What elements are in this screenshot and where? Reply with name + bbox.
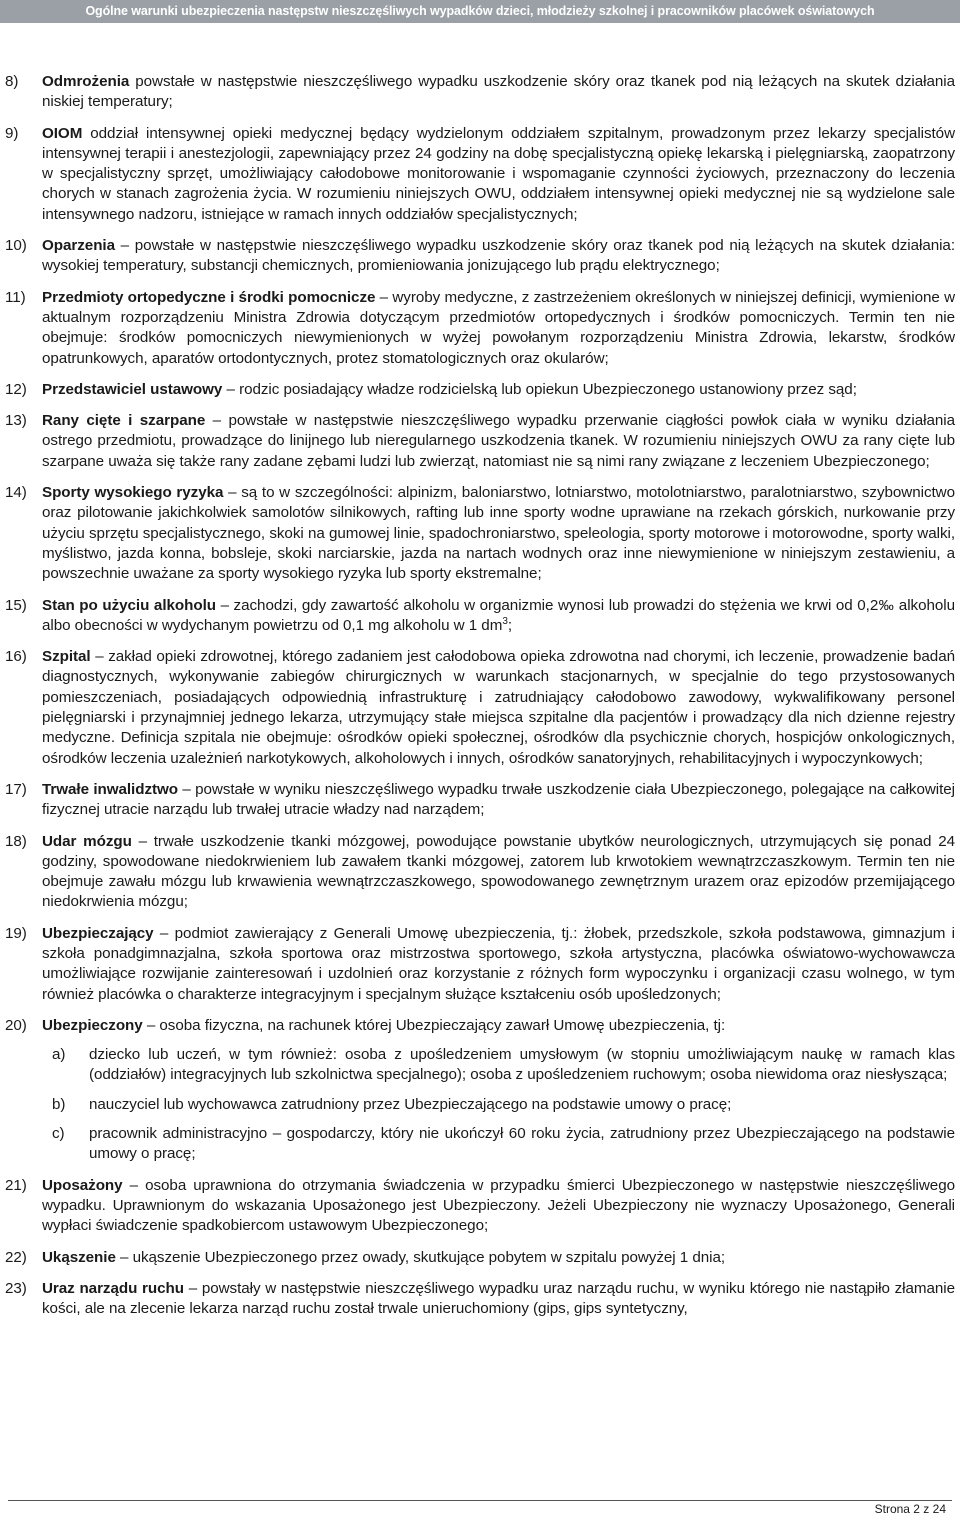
- sub-item-letter: a): [52, 1046, 66, 1064]
- definition-text: – powstały w następstwie nieszczęśliwego wypadku uraz narządu ruchu, w wyniku którego nie nastąpiło złamanie kości, ale na zlecenie lekarza narząd ruchu został trwale unieruchomiony (gips, gips syntetyczny,: [42, 1279, 956, 1318]
- definition-number: 9): [5, 124, 19, 142]
- definition-term: Trwałe inwalidztwo: [42, 780, 178, 798]
- sub-item: [42, 1045, 955, 1086]
- definition-term: Udar mózgu: [42, 832, 132, 850]
- definition-number: 19): [5, 924, 27, 942]
- definition-item: [5, 1248, 955, 1268]
- definition-item: [5, 72, 955, 113]
- superscript: 3: [502, 615, 508, 627]
- document-title: Ogólne warunki ubezpieczenia następstw nieszczęśliwych wypadków dzieci, młodzieży szkolnej i pracowników placówek oświatowych: [85, 4, 875, 18]
- sub-item: [42, 1124, 955, 1165]
- definition-item: [5, 380, 955, 400]
- definition-item: [5, 1279, 955, 1320]
- definition-item: [5, 124, 955, 225]
- definition-number: 16): [5, 648, 27, 666]
- definition-item: [5, 1176, 955, 1237]
- definition-text: – osoba uprawniona do otrzymania świadczenia w przypadku śmierci Ubezpieczonego w następstwie nieszczęśliwego wypadku. Uprawnionym do wskazania Uposażonego jest Ubezpieczony. Jeżeli Ubezpieczony nie wyznaczy Uposażonego, Generali wypłaci świadczenie spadkobiercom ustawowym Ubezpieczonego;: [42, 1176, 955, 1235]
- sub-item-letter: c): [52, 1125, 65, 1143]
- definition-number: 11): [5, 288, 26, 306]
- definition-term: Ubezpieczający: [42, 924, 154, 942]
- definition-number: 12): [5, 380, 27, 398]
- sub-item-text: nauczyciel lub wychowawca zatrudniony przez Ubezpieczającego na podstawie umowy o pracę;: [89, 1095, 732, 1113]
- definition-text: – powstałe w następstwie nieszczęśliwego wypadku uszkodzenie skóry oraz tkanek pod nią leżących na skutek działania: wysokiej temperatury, substancji chemicznych, promieniowania jonizującego lub prądu elektrycznego;: [42, 237, 955, 275]
- definition-term: Przedstawiciel ustawowy: [42, 380, 223, 398]
- definition-term: Szpital: [42, 648, 91, 666]
- definition-text: oddział intensywnej opieki medycznej będący wydzielonym oddziałem szpitalnym, prowadzonym przez lekarzy specjalistów intensywnej terapii i anestezjologii, zapewniający przez 24 godziny na dobę specjalistyczną opiekę lekarską i pielęgniarską, zaopatrzony w specjalistyczny sprzęt, umożliwiający całodobowe monitorowanie i wspomaganie czynności życiowych, przeznaczony do leczenia chorych w stanach zagrożenia życia. W rozumieniu niniejszych OWU, oddziałem intensywnej opieki medycznej nie są wydzielone sale intensywnego nadzoru, istniejące w ramach innych oddziałów specjalistycznych;: [42, 124, 955, 223]
- definitions-list: [5, 72, 955, 1330]
- footer-divider: [8, 1500, 952, 1501]
- definition-text: powstałe w następstwie nieszczęśliwego wypadku uszkodzenie skóry oraz tkanek pod nią leżących na skutek działania niskiej temperatury;: [42, 73, 955, 111]
- definition-term: Stan po użyciu alkoholu: [42, 596, 216, 614]
- definition-text: – powstałe w wyniku nieszczęśliwego wypadku trwałe uszkodzenie ciała Ubezpieczonego, polegające na całkowitej fizycznej utracie narządu lub trwałej utracie władzy nad narządem;: [42, 780, 955, 819]
- definition-text: – trwałe uszkodzenie tkanki mózgowej, powodujące powstanie ubytków neurologicznych, utrzymujących się ponad 24 godziny, spowodowane niedokrwieniem lub zawałem tkanki mózgowej, zatorem lub krwotokiem wewnątrzczaszkowym. Termin ten nie obejmuje zawału mózgu lub krwawienia wewnątrzczaszkowego, spowodowanego zewnętrznym urazem oraz epizodów przemijającego niedokrwienia mózgu;: [42, 832, 955, 911]
- definition-number: 14): [5, 484, 27, 502]
- definition-item: [5, 596, 955, 637]
- definition-number: 17): [5, 780, 27, 798]
- sub-item-text: pracownik administracyjno – gospodarczy, który nie ukończył 60 roku życia, zatrudniony przez Ubezpieczającego na podstawie umowy o pracę;: [89, 1125, 955, 1163]
- definition-item: [5, 647, 955, 769]
- definition-text: – rodzic posiadający władze rodzicielską lub opiekun Ubezpieczonego ustanowiony przez sąd;: [222, 380, 857, 398]
- definition-item: [5, 236, 955, 277]
- definition-text: – ukąszenie Ubezpieczonego przez owady, skutkujące pobytem w szpitalu powyżej 1 dnia;: [115, 1248, 726, 1266]
- definition-text-end: ;: [507, 616, 512, 634]
- definition-item: [5, 288, 955, 369]
- definition-item: [5, 1016, 955, 1165]
- definition-text: – zachodzi, gdy zawartość alkoholu w organizmie wynosi lub prowadzi do stężenia we krwi od 0,2‰ alkoholu albo obecności w wydychanym powietrzu od 0,1 mg alkoholu w 1 dm: [42, 596, 955, 634]
- definition-item: [5, 780, 955, 821]
- definition-term: Ubezpieczony: [42, 1016, 143, 1034]
- definition-item: [5, 832, 955, 913]
- definition-number: 8): [5, 73, 19, 90]
- page-number: Strona 2 z 24: [874, 1502, 946, 1516]
- definition-item: [5, 411, 955, 472]
- definition-text: – są to w szczególności: alpinizm, baloniarstwo, lotniarstwo, motolotniarstwo, paralotniarstwo, szybownictwo oraz pilotowanie jakichkolwiek samolotów silnikowych, rafting lub inne sporty wodne uprawiane na rzekach górskich, nurkowanie przy użyciu sprzętu specjalistycznego, skoki na gumowej linie, spadochroniarstwo, speleologia, sporty motorowe i motorowodne, sporty walki, myślistwo, jazda konna, bobsleje, skoki narciarskie, jazda na nartach wodnych oraz inne niewymienione w niniejszym zestawieniu, a powszechnie uważane za sporty wysokiego ryzyka lub sporty ekstremalne;: [42, 484, 955, 583]
- definition-text: – wyroby medyczne, z zastrzeżeniem określonych w niniejszej definicji, wymienione w aktualnym rozporządzeniu Ministra Zdrowia dotyczącym przedmiotów ortopedycznych i środków pomocniczych. Termin ten nie obejmuje: środków pomocniczych niewymienionych w wyżej powołanym rozporządzeniu Ministra Zdrowia, lekarstw, środków opatrunkowych, aparatów ortodontycznych, protez stomatologicznych oraz okularów;: [42, 288, 955, 367]
- definition-text: – podmiot zawierający z Generali Umowę ubezpieczenia, tj.: żłobek, przedszkole, szkoła podstawowa, gimnazjum i szkoła ponadgimnazjalna, szkoła sportowa oraz mistrzostwa sportowego, szkoła artystyczna, placówka oświatowo-wychowawcza umożliwiające rozwijanie zainteresowań i uzdolnień oraz korzystanie z różnych form wypoczynku i organizacji czasu wolnego, w tym również placówka o charakterze integracyjnym i specjalnym służące kształceniu osób upośledzonych;: [42, 924, 955, 1003]
- definition-term: Przedmioty ortopedyczne i środki pomocnicze: [42, 288, 376, 306]
- definition-item: [5, 483, 955, 584]
- definition-term: Oparzenia: [42, 237, 115, 255]
- definition-text: – powstałe w następstwie nieszczęśliwego wypadku przerwanie ciągłości powłok ciała w wyniku działania ostrego przedmiotu, prowadzące do linijnego lub nieregularnego uszkodzenia tkanek. W rozumieniu niniejszych OWU za rany cięte lub szarpane uważa się także rany zadane zębami ludzi lub zwierząt, natomiast nie są nimi rany związane z leczeniem Ubezpieczonego;: [42, 412, 955, 470]
- definition-number: 23): [5, 1279, 27, 1297]
- definition-number: 21): [5, 1176, 27, 1194]
- definition-text: – osoba fizyczna, na rachunek której Ubezpieczający zawarł Umowę ubezpieczenia, tj:: [142, 1016, 726, 1034]
- sub-item: [42, 1095, 955, 1115]
- definition-number: 20): [5, 1016, 27, 1034]
- definition-term: OIOM: [42, 124, 83, 142]
- definition-number: 13): [5, 412, 27, 430]
- definition-number: 15): [5, 596, 27, 614]
- definition-term: Uposażony: [42, 1176, 123, 1194]
- definition-term: Sporty wysokiego ryzyka: [42, 484, 224, 502]
- definition-number: 10): [5, 237, 27, 255]
- definition-number: 18): [5, 832, 27, 850]
- sub-item-text: dziecko lub uczeń, w tym również: osoba z upośledzeniem umysłowym (w stopniu umożliwiającym naukę w ramach klas (oddziałów) integracyjnych lub szkolnictwa specjalnego); osoba z upośledzeniem ruchowym; osoba niewidoma oraz niesłysząca;: [89, 1046, 955, 1084]
- sub-item-letter: b): [52, 1095, 66, 1113]
- definition-term: Odmrożenia: [42, 73, 130, 90]
- definition-term: Rany cięte i szarpane: [42, 412, 206, 430]
- definition-term: Uraz narządu ruchu: [42, 1279, 184, 1297]
- definition-term: Ukąszenie: [42, 1248, 116, 1266]
- definition-item: [5, 924, 955, 1005]
- definition-number: 22): [5, 1248, 27, 1266]
- definition-text: – zakład opieki zdrowotnej, którego zadaniem jest całodobowa opieka zdrowotna nad chorymi, ich leczenie, prowadzenie badań diagnostycznych, wykonywanie zabiegów chirurgicznych w warunkach stacjonarnych, w specjalnie do tego przystosowanych pomieszczeniach, posiadających odpowiednią infrastrukturę i zatrudniający całodobowo zawodowy, wykwalifikowany personel pielęgniarski i przynajmniej jednego lekarza, utrzymujący stałe miejsca szpitalne dla pacjentów i prowadzący dla nich dzienne rejestry medyczne. Definicja szpitala nie obejmuje: ośrodków opieki społecznej, ośrodków dla psychicznie chorych, hospicjów onkologicznych, ośrodków leczenia uzależnień narkotykowych, alkoholowych i innych, ośrodków sanatoryjnych, rehabilitacyjnych i wypoczynkowych;: [42, 648, 955, 767]
